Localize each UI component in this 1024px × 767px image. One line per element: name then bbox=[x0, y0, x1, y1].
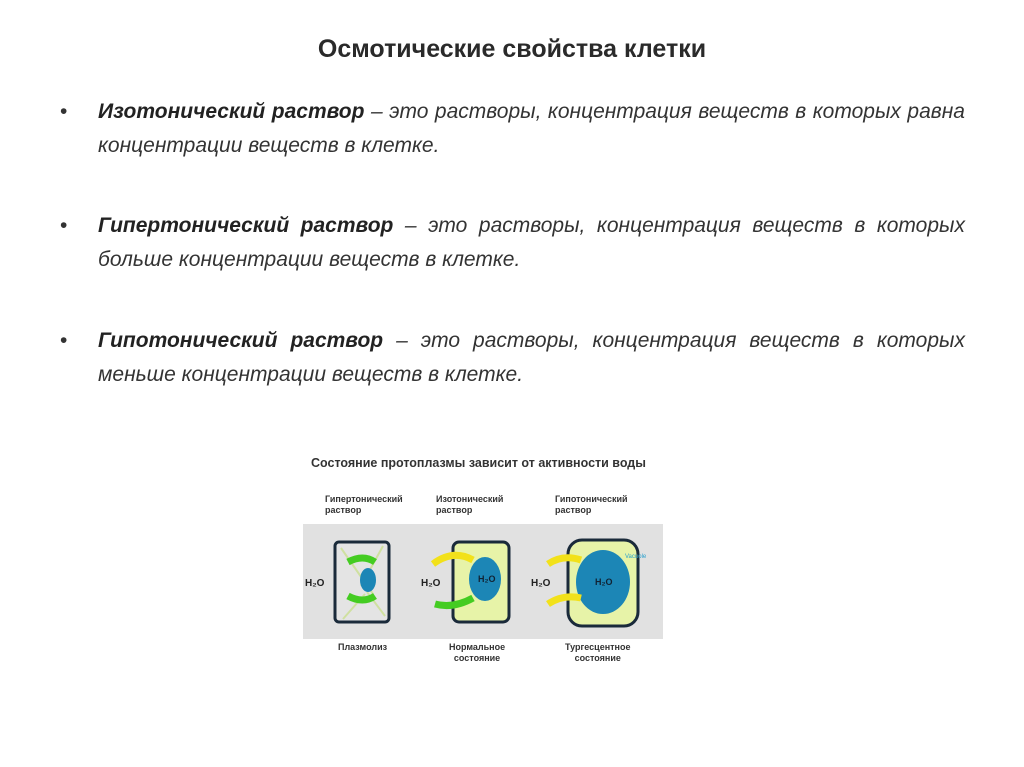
cell-label-top: Гипертонический раствор bbox=[325, 494, 403, 515]
cells-diagram bbox=[303, 524, 663, 639]
bullet: • bbox=[60, 214, 68, 237]
figure-title: Состояние протоплазмы зависит от активности воды bbox=[311, 456, 646, 470]
definition-isotonic bbox=[60, 95, 965, 163]
term: Гипотонический раствор bbox=[98, 329, 384, 352]
definition: – это растворы, концентрация веществ в которых равна концентрации веществ в клетке. bbox=[98, 100, 965, 157]
svg-text:H₂O: H₂O bbox=[595, 577, 613, 587]
slide-title: Осмотические свойства клетки bbox=[317, 35, 707, 63]
cell-label-top: Гипотонический раствор bbox=[555, 494, 628, 515]
bullet: • bbox=[60, 100, 68, 123]
cell-label-top: Изотонический раствор bbox=[436, 494, 504, 515]
definition-hypotonic bbox=[60, 324, 965, 392]
definition: – это растворы, концентрация веществ в которых больше концентрации веществ в клетке. bbox=[98, 214, 965, 271]
cell-label-bottom: Тургесцентное состояние bbox=[565, 642, 631, 663]
svg-text:H₂O: H₂O bbox=[478, 574, 496, 584]
svg-text:H₂O: H₂O bbox=[531, 578, 551, 589]
definition-hypertonic bbox=[60, 209, 965, 277]
term: Изотонический раствор bbox=[98, 100, 365, 123]
term: Гипертонический раствор bbox=[98, 214, 394, 237]
svg-text:H₂O: H₂O bbox=[421, 578, 441, 589]
definition: – это растворы, концентрация веществ в которых меньше концентрации веществ в клетке. bbox=[98, 329, 965, 386]
cell-label-bottom: Нормальное состояние bbox=[449, 642, 506, 663]
svg-text:H₂O: H₂O bbox=[305, 578, 325, 589]
cells-panel bbox=[303, 524, 663, 639]
osmosis-figure bbox=[303, 454, 683, 669]
svg-text:Vacuole: Vacuole bbox=[625, 554, 647, 560]
bullet: • bbox=[60, 329, 68, 352]
cell-label-bottom: Плазмолиз bbox=[338, 642, 388, 652]
